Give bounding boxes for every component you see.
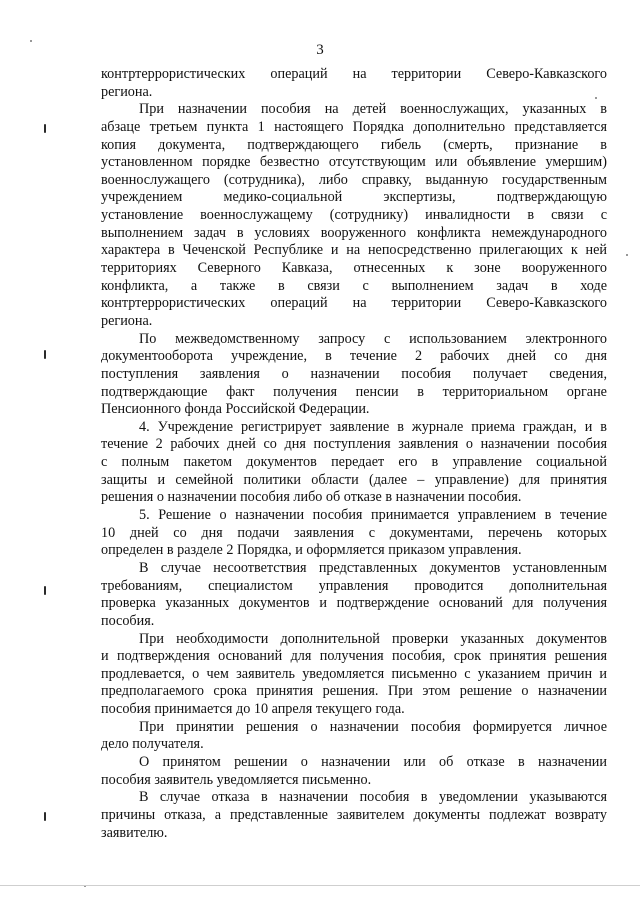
text-line: При необходимости дополнительной проверки указанных документов (139, 630, 607, 647)
text-line: определен в разделе 2 Порядка, и оформляется приказом управления. (101, 542, 522, 559)
text-line: решения о назначении пособия либо об отказе в назначении пособия. (101, 489, 522, 506)
text-line: дело получателя. (101, 736, 204, 753)
text-line: 10 дней со дня подачи заявления с документами, перечень которых (101, 524, 607, 541)
paragraph-inconsistency (101, 560, 607, 631)
paragraph-item-4 (101, 419, 607, 507)
text-line: При принятии решения о назначении пособия формируется личное (139, 718, 607, 735)
text-line: документооборота учреждение, в течение 2 рабочих дней со дня (101, 348, 607, 365)
page-number: 3 (316, 42, 324, 58)
text-line: В случае несоответствия представленных документов установленным (139, 559, 607, 576)
text-line: конфликта, а также в связи с выполнением задач в ходе (101, 277, 607, 294)
text-line: с полным пакетом документов передает его в управление социальной (101, 454, 607, 471)
text-line: 4. Учреждение регистрирует заявление в журнале приема граждан, и в (139, 418, 607, 435)
paragraph-interagency-request (101, 331, 607, 419)
text-line: течение 2 рабочих дней со дня поступления заявления о назначении пособия (101, 436, 607, 453)
text-line: копия документа, подтверждающего гибель (смерть, признание в (101, 136, 607, 153)
text-line: контртеррористических операций на территории Северо-Кавказского (101, 295, 607, 312)
text-line: установление военнослужащему (сотруднику) инвалидности в связи с (101, 207, 607, 224)
text-line: контртеррористических операций на территории Северо-Кавказского (101, 66, 607, 82)
text-line: защиты и семейной политики области (далее – управление) для принятия (101, 471, 607, 488)
scan-speck (30, 40, 32, 42)
text-line: пособия заявитель уведомляется письменно. (101, 771, 372, 788)
paragraph-additional-check (101, 631, 607, 719)
text-line: пособия принимается до 10 апреля текущего года. (101, 701, 405, 718)
paragraph-refusal (101, 789, 607, 842)
paragraph-1-continuation (101, 66, 607, 101)
text-line: поступления заявления о назначении пособия получает сведения, (101, 365, 607, 382)
text-line: О принятом решении о назначении или об отказе в назначении (139, 753, 607, 770)
text-line: установленном порядке безвестно отсутствующим или объявление умершим) (101, 154, 607, 171)
text-line: В случае отказа в назначении пособия в уведомлении указываются (139, 789, 607, 806)
text-line: пособия. (101, 612, 155, 629)
paragraph-notification (101, 754, 607, 789)
text-line: региона. (101, 83, 153, 100)
text-line: требованиям, специалистом управления проводится дополнительная (101, 577, 607, 594)
text-line: продлевается, о чем заявитель уведомляется письменно с указанием причин и (101, 665, 607, 682)
paragraph-personal-file (101, 719, 607, 754)
binder-hole-mark (44, 350, 46, 359)
paragraph-item-5 (101, 507, 607, 560)
scan-edge-line (0, 885, 640, 886)
text-line: учреждением медико-социальной экспертизы, подтверждающую (101, 189, 607, 206)
binder-hole-mark (44, 124, 46, 133)
text-line: проверка указанных документов и подтверждение оснований для получения (101, 595, 607, 612)
text-line: территориях Северного Кавказа, отнесенных к зоне вооруженного (101, 260, 607, 277)
text-line: военнослужащего (сотрудника), либо справку, выданную государственным (101, 171, 607, 188)
text-line: и подтверждения оснований для получения пособия, срок принятия решения (101, 648, 607, 665)
scan-speck (626, 254, 628, 256)
text-line: абзаце третьем пункта 1 настоящего Порядка дополнительно представляется (101, 118, 607, 135)
text-line: Пенсионного фонда Российской Федерации. (101, 401, 370, 418)
text-line: выполнением задач в условиях вооруженного конфликта немеждународного (101, 224, 607, 241)
binder-hole-mark (44, 586, 46, 595)
document-body (101, 66, 607, 842)
scan-speck (595, 97, 597, 99)
text-line: причины отказа, а представленные заявителем документы подлежат возврату (101, 806, 607, 823)
text-line: заявителю. (101, 824, 168, 841)
text-line: подтверждающие факт получения пенсии в территориальном органе (101, 383, 607, 400)
text-line: По межведомственному запросу с использованием электронного (139, 330, 607, 347)
text-line: региона. (101, 312, 153, 329)
paragraph-children-of-servicemen (101, 101, 607, 330)
text-line: характера в Чеченской Республике и на непосредственно прилегающих к ней (101, 242, 607, 259)
text-line: При назначении пособия на детей военнослужащих, указанных в (139, 101, 607, 118)
binder-hole-mark (44, 812, 46, 821)
text-line: 5. Решение о назначении пособия принимается управлением в течение (139, 507, 607, 524)
text-line: предполагаемого срока принятия решения. При этом решение о назначении (101, 683, 607, 700)
